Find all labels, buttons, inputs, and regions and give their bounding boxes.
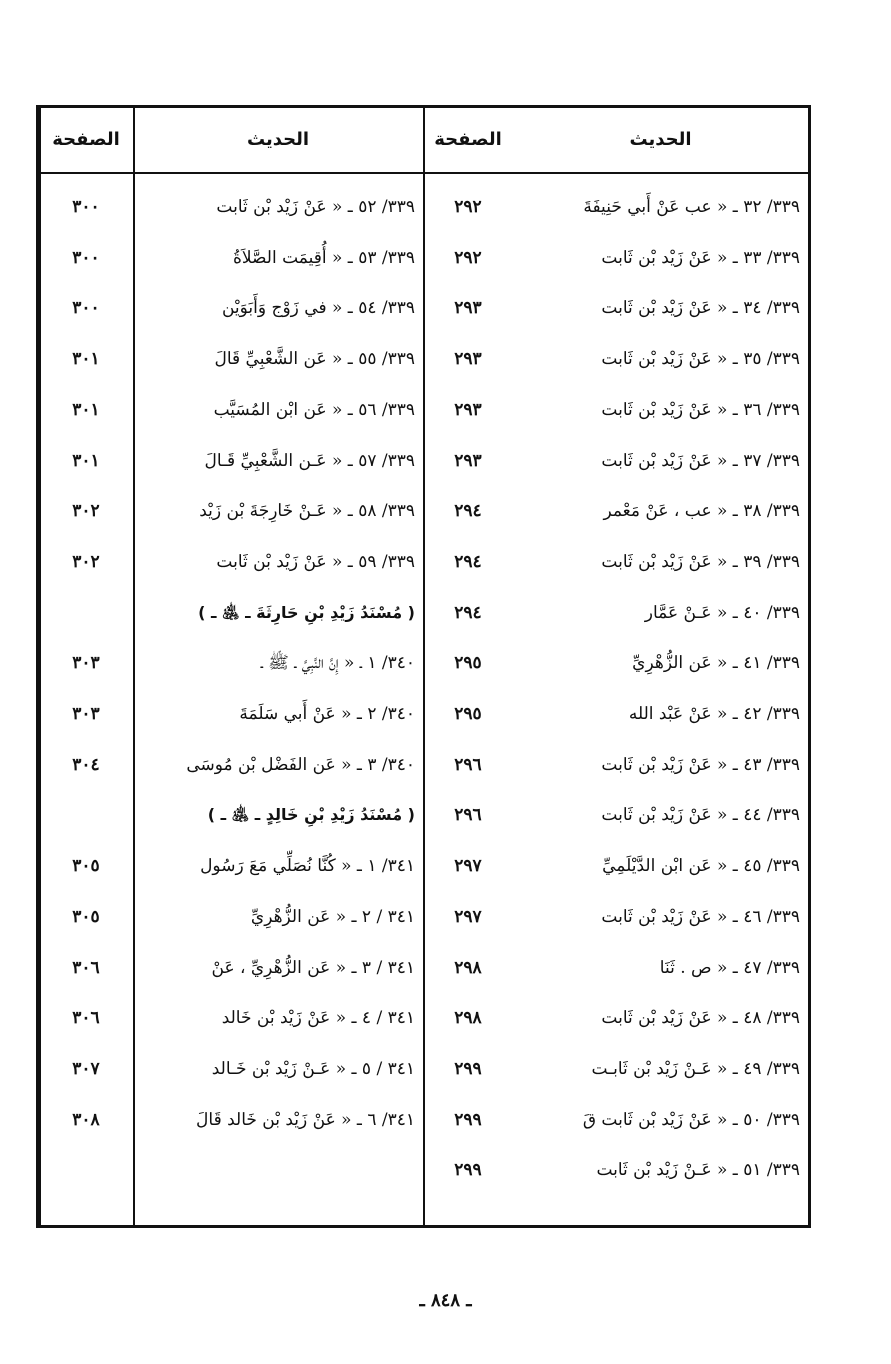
page-ref: ٣٠٣: [72, 704, 100, 724]
hadith-entry: ٣٤٠/ ١ ـ « إِنَّ النَّبِيَّ ـ ﷺ ـ: [260, 653, 415, 673]
page-ref: ٣٠٠: [72, 298, 100, 318]
hadith-entry: ٣٣٩/ ٤٨ ـ « عَنْ زَيْد بْن ثَابت: [601, 1008, 800, 1028]
page-ref: ٢٩٩: [454, 1160, 482, 1180]
hadith-entry: ٣٣٩/ ٣٤ ـ « عَنْ زَيْد بْن ثَابت: [601, 298, 800, 318]
hadith-entry: ٣٣٩/ ٣٥ ـ « عَنْ زَيْد بْن ثَابت: [601, 349, 800, 369]
hadith-entry: ٣٣٩/ ٥٥ ـ « عَن الشَّعْبِيِّ قَالَ: [214, 349, 415, 369]
page-ref: ٣٠١: [72, 349, 100, 369]
page-ref: ٢٩٣: [454, 349, 482, 369]
hadith-entry: ٣٣٩/ ٥٤ ـ « في زَوْج وَأَبَوَيْن: [221, 298, 415, 318]
page-ref: ٢٩٩: [454, 1110, 482, 1130]
page-ref: ٢٩٨: [454, 958, 482, 978]
page-ref: ٣٠٨: [72, 1110, 100, 1130]
hadith-entry: ٣٣٩/ ٤٣ ـ « عَنْ زَيْد بْن ثَابت: [601, 755, 800, 775]
page-ref: ٢٩٧: [454, 907, 482, 927]
hadith-entry: ٣٣٩/ ٤٥ ـ « عَن ابْن الدَّيْلَمِيِّ: [602, 856, 800, 876]
hadith-entry: ٣٤١/ ٦ ـ « عَنْ زَيْد بْن خَالد قَالَ: [196, 1110, 415, 1130]
page-ref: ٢٩٦: [454, 755, 482, 775]
page-ref: ٢٩٥: [454, 704, 482, 724]
page-ref: ٣٠٥: [72, 856, 100, 876]
page-ref: ٢٩٧: [454, 856, 482, 876]
page-ref: ٢٩٣: [454, 400, 482, 420]
hadith-entry: ٣٣٩/ ٥٧ ـ « عَـن الشَّعْبِيِّ قَـالَ: [204, 451, 415, 471]
hadith-entry: ٣٤١ / ٢ ـ « عَن الزُّهْرِيِّ: [250, 907, 415, 927]
page-ref: ٣٠٦: [72, 958, 100, 978]
hadith-entry: ٣٣٩/ ٣٣ ـ « عَنْ زَيْد بْن ثَابت: [601, 248, 800, 268]
page-ref: ٢٩٩: [454, 1059, 482, 1079]
hadith-entry: ٣٣٩/ ٥٨ ـ « عَـنْ خَارِجَةَ بْن زَيْد: [199, 501, 415, 521]
hadith-entry: ٣٣٩/ ٣٦ ـ « عَنْ زَيْد بْن ثَابت: [601, 400, 800, 420]
hadith-entry: ٣٤٠/ ٣ ـ « عَن الفَضْل بْن مُوسَى: [186, 755, 415, 775]
page-ref: ٣٠٥: [72, 907, 100, 927]
hadith-entry: ٣٤١ / ٤ ـ « عَنْ زَيْد بْن خَالد: [221, 1008, 415, 1028]
page-ref: ٣٠٢: [72, 552, 100, 572]
hadith-entry: ٣٣٩/ ٥٩ ـ « عَنْ زَيْد بْن ثَابت: [216, 552, 415, 572]
page-number: ـ ٨٤٨ ـ: [419, 1290, 472, 1311]
header-divider: [39, 172, 808, 174]
page-ref: ٣٠٣: [72, 653, 100, 673]
page-ref: [39, 588, 133, 638]
page-ref: ٢٩٨: [454, 1008, 482, 1028]
hadith-entry: ٣٣٩/ ٥٢ ـ « عَنْ زَيْد بْن ثَابت: [216, 197, 415, 217]
hadith-entry: ٣٣٩/ ٣٧ ـ « عَنْ زَيْد بْن ثَابت: [601, 451, 800, 471]
hadith-entry: ٣٤١/ ١ ـ « كُنَّا نُصَلِّي مَعَ رَسُول: [200, 856, 415, 876]
page-ref: ٢٩٤: [454, 603, 482, 623]
hadith-entry: ٣٣٩/ ٤٤ ـ « عَنْ زَيْد بْن ثَابت: [601, 805, 800, 825]
hadith-entry: ٣٣٩/ ٣٨ ـ « عب ، عَنْ مَعْمر: [603, 501, 800, 521]
hadith-entry: ٣٤٠/ ٢ ـ « عَنْ أَبي سَلَمَةَ: [239, 704, 415, 724]
page-ref: ٣٠٠: [72, 197, 100, 217]
page-ref: ٢٩٣: [454, 451, 482, 471]
page-ref: ٢٩٤: [454, 552, 482, 572]
page-ref: ٣٠١: [72, 451, 100, 471]
hadith-entry: ٣٣٩/ ٤٦ ـ « عَنْ زَيْد بْن ثَابت: [601, 907, 800, 927]
hadith-entry: ٣٣٩/ ٤٠ ـ « عَـنْ عَمَّار: [644, 603, 800, 623]
page-ref: ٣٠٢: [72, 501, 100, 521]
page-ref: ٣٠٤: [72, 755, 100, 775]
hadith-entry: ٣٣٩/ ٤٢ ـ « عَنْ عَبْد الله: [628, 704, 800, 724]
hadith-entry: ٣٣٩/ ٤٩ ـ « عَـنْ زَيْد بْن ثَابـت: [591, 1059, 800, 1079]
hadith-entry: ٣٣٩/ ٥٦ ـ « عَن ابْن المُسَيَّب: [213, 400, 415, 420]
hadith-entry: ٣٣٩/ ٤٧ ـ « ص . ثَنَا: [659, 958, 800, 978]
page-ref: ٣٠٠: [72, 248, 100, 268]
page-ref: ٢٩٤: [454, 501, 482, 521]
page-ref: ٢٩٣: [454, 298, 482, 318]
header-hadith-left: الحديث: [246, 129, 310, 150]
page-ref: [39, 790, 133, 840]
page-ref: ٢٩٢: [454, 248, 482, 268]
page-ref: ٢٩٦: [454, 805, 482, 825]
hadith-entry: ٣٣٩/ ٣٩ ـ « عَنْ زَيْد بْن ثَابت: [601, 552, 800, 572]
hadith-entry: ( مُسْنَدُ زَيْدِ بْنِ حَارِثَةَ ـ ﵁ ـ ): [198, 603, 415, 622]
hadith-entry: ٣٣٩/ ٣٢ ـ « عب عَنْ أَبي حَنِيفَةَ: [583, 197, 800, 217]
hadith-entry: ٣٤١ / ٥ ـ « عَـنْ زَيْد بْن خَـالد: [211, 1059, 415, 1079]
hadith-entry: ٣٤١ / ٣ ـ « عَن الزُّهْرِيِّ ، عَنْ: [211, 958, 415, 978]
hadith-entry: ( مُسْنَدُ زَيْدِ بْنِ خَالِدٍ ـ ﵁ ـ ): [207, 805, 415, 824]
header-page-left: الصفحة: [52, 129, 120, 150]
hadith-entry: ٣٣٩/ ٥٣ ـ « أُقِيمَت الصَّلاَةُ: [232, 248, 415, 268]
hadith-entry: ٣٣٩/ ٤١ ـ « عَن الزُّهْرِيِّ: [632, 653, 800, 673]
index-table: [36, 105, 811, 1228]
header-hadith-right: الحديث: [629, 129, 692, 150]
page-ref: ٣٠٧: [72, 1059, 100, 1079]
header-page-right: الصفحة: [434, 129, 502, 150]
page-ref: ٣٠٦: [72, 1008, 100, 1028]
hadith-entry: ٣٣٩/ ٥٠ ـ « عَنْ زَيْد بْن ثَابت قَ: [582, 1110, 800, 1130]
page-ref: ٢٩٥: [454, 653, 482, 673]
page-ref: ٢٩٢: [454, 197, 482, 217]
hadith-entry: ٣٣٩/ ٥١ ـ « عَـنْ زَيْد بْن ثَابت: [596, 1160, 800, 1180]
page-ref: ٣٠١: [72, 400, 100, 420]
